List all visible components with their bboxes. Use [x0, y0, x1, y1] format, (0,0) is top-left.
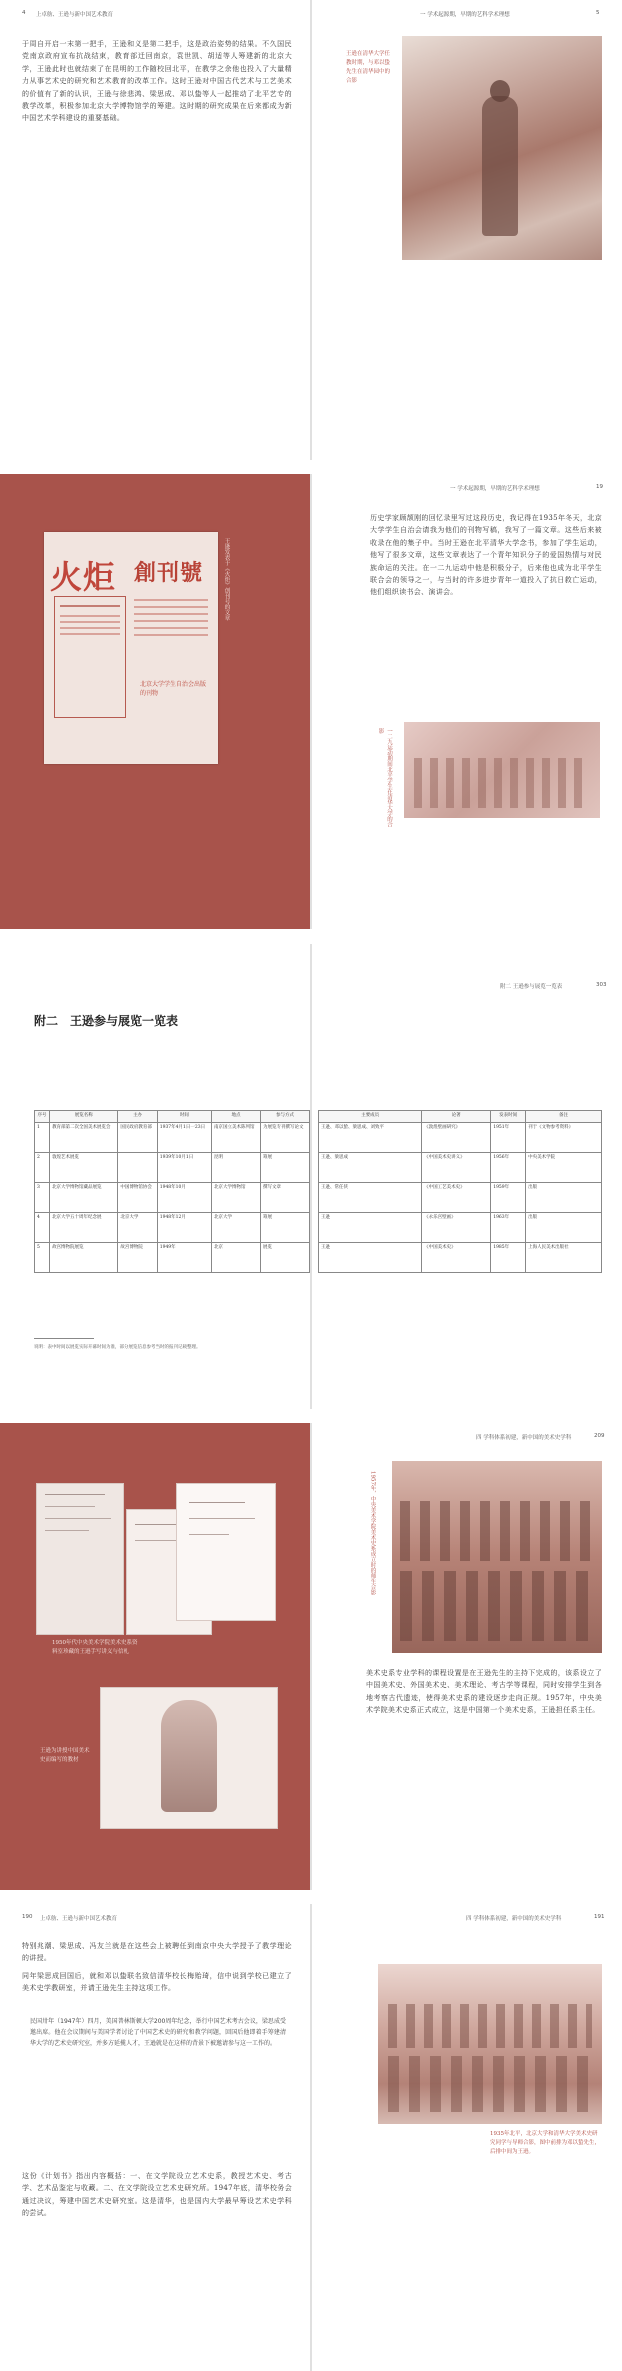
magazine-subtitle: 創刊號 — [134, 561, 204, 586]
gutter — [310, 474, 312, 929]
page-number: 209 — [594, 1433, 605, 1439]
text-block — [134, 596, 208, 716]
column-header: 主办 — [118, 1111, 157, 1123]
table-cell: 筹展 — [260, 1152, 309, 1182]
body-text: 美术史系专业学科的课程设置是在王逊先生的主持下完成的，该系设立了中国美术史、外国美术史、美术理论、考古学等课程，同时安排学生到各地考察古代遗迹，使得美术史系的建设逐步走向正规。1957年，中央美术学院美术史系正式成立，这是中国第一个美术史系，王逊担任系主任。 — [366, 1669, 602, 1715]
column-header: 论著 — [422, 1111, 491, 1123]
table-cell: 1951年 — [491, 1122, 526, 1152]
table-cell: 5 — [35, 1242, 50, 1272]
running-header: 上卓舫、王逊与新中国艺术教育 — [36, 12, 114, 18]
table-cell: 1985年 — [491, 1242, 526, 1272]
body-text: 历史学家顾颉刚的回忆录里写过这段历史，我记得在1935年冬天，北京大学学生自治会请我为他们的刊物写稿，我写了一篇文章。这些后来被收录在他的集子中。当时王逊在北平清华大学念书，参加了学生运动，他写了很多文章，这些文章表达了一个青年知识分子的爱国热情与对民族命运的关注。在一二九运动中他是积极分子，后来他也成为北平学生联合会的领导之一，与当时的许多进步青年一道投入了抗日救亡运动，他们组织读书会、演讲会。 — [370, 514, 602, 597]
table-cell: 敦煌艺术展览 — [50, 1152, 118, 1182]
table-cell: 《中国美术史讲义》 — [422, 1152, 491, 1182]
running-header: 一 学术起源期，早期的艺科学术理想 — [420, 12, 510, 18]
people-row — [400, 1571, 594, 1641]
sculpture-figure — [161, 1700, 217, 1812]
table-cell: 中国博物馆协会 — [118, 1182, 157, 1212]
table-cell: 教育部第二次全国美术展览会 — [50, 1122, 118, 1152]
table-cell: 王逊 — [319, 1212, 422, 1242]
table-cell: 上海人民美术出版社 — [526, 1242, 602, 1272]
table-cell: 1937年4月1日一23日 — [157, 1122, 211, 1152]
table-cell — [118, 1152, 157, 1182]
column-header: 展览名称 — [50, 1111, 118, 1123]
table-row — [319, 1212, 602, 1242]
letter-image — [176, 1483, 276, 1621]
photo-caption: 1935年北平，北京大学和清华大学美术史研究同学与导师合影，图中前排为邓以蛰先生，后排中间为王逊。 — [490, 2131, 601, 2155]
table-cell: 4 — [35, 1212, 50, 1242]
table-cell: 故宫博物院展览 — [50, 1242, 118, 1272]
table-cell: 刊于《文物参考资料》 — [526, 1122, 602, 1152]
column-header: 发表时间 — [491, 1111, 526, 1123]
textbook-image — [100, 1687, 278, 1829]
table-row — [35, 1182, 310, 1212]
vertical-caption: 王逊发表于《火炬》创刊号的文章 — [223, 538, 230, 621]
table-cell: 王逊、梁思成 — [319, 1152, 422, 1182]
letter-image — [36, 1483, 124, 1635]
body-text: 同年梁思成回国后，就和邓以蛰联名致信清华校长梅贻琦，信中说到学校已建立了美术史学教研室，并请王逊先生主持这项工作。 — [22, 1972, 292, 1993]
table-row — [319, 1122, 602, 1152]
historical-photo — [402, 36, 602, 260]
table-cell: 《敦煌壁画研究》 — [422, 1122, 491, 1152]
column-header: 参与方式 — [260, 1111, 309, 1123]
group-photo — [392, 1461, 602, 1653]
column-header: 时间 — [157, 1111, 211, 1123]
table-cell: 出版 — [526, 1182, 602, 1212]
table-cell: 1948年12月 — [157, 1212, 211, 1242]
table-cell: 出版 — [526, 1212, 602, 1242]
table-row — [319, 1242, 602, 1272]
footnote: 说明：表中时间以展览实际开幕时间为准，部分展览信息参考当时的报刊记载整理。 — [34, 1345, 201, 1350]
table-cell: 1963年 — [491, 1212, 526, 1242]
left-table — [34, 1110, 310, 1273]
vertical-caption: 1957年，中央美术学院美术史系成立时的师生合影 — [369, 1471, 376, 1595]
body-text: 特别兆潮、梁思成、冯友兰就是在这些会上被聘任到南京中央大学授予了教学理论的讲授。 — [22, 1942, 292, 1963]
table-cell: 北京大学博物馆藏品展览 — [50, 1182, 118, 1212]
right-table — [318, 1110, 602, 1273]
page-number: 191 — [594, 1914, 605, 1920]
people-row — [414, 758, 590, 808]
page-number: 190 — [22, 1914, 33, 1920]
gutter — [310, 1423, 312, 1890]
vertical-caption: 一二九运动期间北平学生在清华大学的合影 — [377, 728, 392, 827]
table-row — [35, 1122, 310, 1152]
table-cell: 北京大学博物馆 — [211, 1182, 260, 1212]
table-cell: 北京大学 — [211, 1212, 260, 1242]
column-header: 主要成员 — [319, 1111, 422, 1123]
magazine-title: 火炬 — [50, 558, 117, 596]
table-cell: 1959年 — [491, 1182, 526, 1212]
table-cell: 《中国工艺美术史》 — [422, 1182, 491, 1212]
table-cell: 撰写文章 — [260, 1182, 309, 1212]
spread-5 — [0, 1904, 622, 2371]
figure-head — [490, 80, 510, 102]
block-quote: 民国卅年（1947年）四月，美国普林斯顿大学200周年纪念，举行中国艺术考古会议，梁思成受邀出席。他在会议期间与美国学者讨论了中国艺术史的研究和教学问题，回国后他即着手筹建清华大学的艺术史研究室，并多方延揽人才，王逊就是在这样的背景下被邀请参与这一工作的。 — [30, 2018, 286, 2047]
spread-1 — [0, 0, 622, 460]
figure-silhouette — [482, 96, 518, 236]
people-row — [388, 2004, 592, 2048]
running-header: 四 学科体系初建，新中国的美术史学科 — [476, 1435, 572, 1441]
page-number: 303 — [596, 982, 607, 988]
page-title: 附二 王逊参与展览一览表 — [34, 1014, 179, 1028]
table-cell: 国民政府教育部 — [118, 1122, 157, 1152]
magazine-caption: 北京大学学生自治会出版的刊物 — [140, 681, 207, 697]
gutter — [310, 944, 312, 1409]
column-box — [54, 596, 126, 718]
table-cell: 《永乐宫壁画》 — [422, 1212, 491, 1242]
spread-4 — [0, 1423, 622, 1890]
photo-caption: 王逊在清华大学任教时期，与邓以蛰先生在清华园中的合影 — [346, 51, 391, 84]
table-cell: 王逊、常任侠 — [319, 1182, 422, 1212]
table-cell: 1948年10月 — [157, 1182, 211, 1212]
group-photo — [404, 722, 600, 818]
magazine-cover — [44, 532, 218, 764]
table-cell: 北京大学五十周年纪念展 — [50, 1212, 118, 1242]
running-header: 四 学科体系初建，新中国的美术史学科 — [466, 1916, 562, 1922]
body-text: 这份《计划书》指出内容概括：一、在文学院设立艺术史系，教授艺术史、考古学、艺术品鉴定与收藏。二、在文学院设立艺术史研究所。1947年底，清华校务会通过决议，筹建中国艺术史研究室。这是清华，也是国内大学最早筹设艺术史学科的尝试。 — [22, 2172, 292, 2218]
table-cell: 北京大学 — [118, 1212, 157, 1242]
page-number: 5 — [596, 10, 600, 16]
people-row — [400, 1501, 594, 1561]
table-cell: 展览 — [260, 1242, 309, 1272]
running-header: 附二 王逊参与展览一览表 — [500, 984, 563, 990]
table-cell: 昆明 — [211, 1152, 260, 1182]
table-cell: 王逊 — [319, 1242, 422, 1272]
table-row — [35, 1152, 310, 1182]
table-header-row — [35, 1111, 310, 1123]
table-cell: 故宫博物院 — [118, 1242, 157, 1272]
gutter — [310, 0, 312, 460]
table-cell: 筹展 — [260, 1212, 309, 1242]
page-number: 4 — [22, 10, 26, 16]
table-cell: 2 — [35, 1152, 50, 1182]
running-header: 一 学术起源期，早期的艺科学术理想 — [450, 486, 540, 492]
footnote-rule — [34, 1338, 94, 1339]
table-row — [319, 1152, 602, 1182]
photo-caption: 1950年代中央美术学院美术史系资料室珍藏的王逊手写讲义与信札 — [52, 1640, 138, 1655]
table-cell: 1949年 — [157, 1242, 211, 1272]
table-row — [319, 1182, 602, 1212]
table-cell: 3 — [35, 1182, 50, 1212]
table-cell: 南京国立美术陈列馆 — [211, 1122, 260, 1152]
table-cell: 1939年10月1日 — [157, 1152, 211, 1182]
page-number: 19 — [596, 484, 603, 490]
spread-3 — [0, 944, 622, 1409]
group-photo — [378, 1964, 602, 2124]
table-cell: 为展览专刊撰写论文 — [260, 1122, 309, 1152]
table-cell: 北京 — [211, 1242, 260, 1272]
table-cell: 中央美术学院 — [526, 1152, 602, 1182]
photo-caption: 王逊为讲授中国美术史而编写的教材 — [40, 1748, 90, 1763]
running-header: 上卓舫、王逊与新中国艺术教育 — [40, 1916, 118, 1922]
table-header-row — [319, 1111, 602, 1123]
table-cell: 《中国美术史》 — [422, 1242, 491, 1272]
table-cell: 1956年 — [491, 1152, 526, 1182]
column-header: 序号 — [35, 1111, 50, 1123]
table-cell: 王逊、邓以蛰、梁思成、刘致平 — [319, 1122, 422, 1152]
table-cell: 1 — [35, 1122, 50, 1152]
body-text: 于周自开启一末第一把手，王逊和义是第二把手，这是政治姿势的结果。不久国民党南京政府宣布抗战结束，教育部迁回南京，袁世凯、胡适等人筹建新的北京大学，王逊此时也就结束了在昆明的工作随校回北平，在教学之余他也投入了大量精力从事艺术史的研究和艺术教育的改革工作。这时王逊对中国古代艺术与工艺美术的价值有了新的认识，王逊与徐悲鸿、梁思成、邓以蛰等人一起推动了北平艺专的教学改革，积极参加北京大学博物馆学的筹建。这时期的研究成果在后来都成为新中国艺术学科建设的重要基础。 — [22, 40, 292, 123]
table-row — [35, 1242, 310, 1272]
table-row — [35, 1212, 310, 1242]
people-row — [388, 2056, 592, 2112]
spread-2 — [0, 474, 622, 929]
column-header: 地点 — [211, 1111, 260, 1123]
gutter — [310, 1904, 312, 2371]
column-header: 备注 — [526, 1111, 602, 1123]
